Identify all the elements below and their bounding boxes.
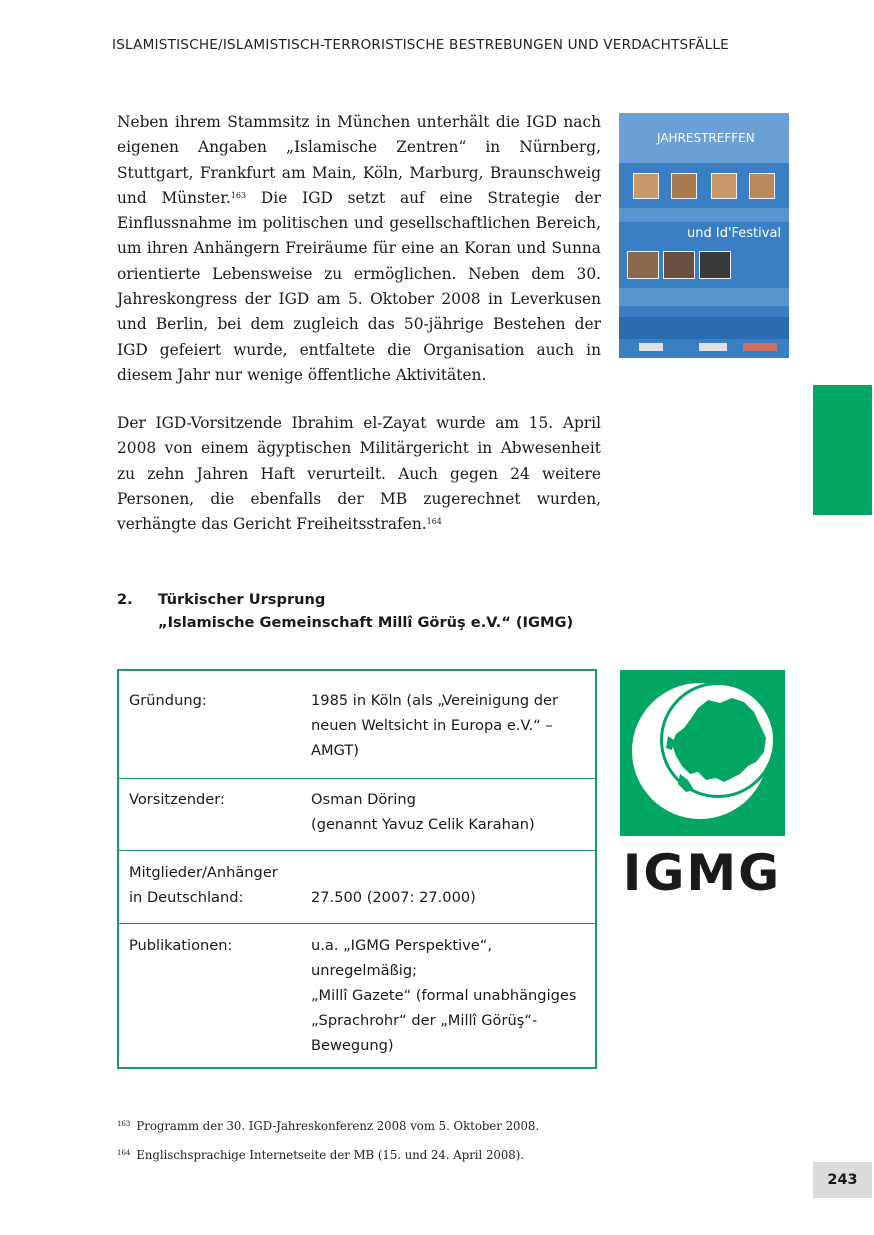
footnote-number: 164 xyxy=(117,1149,131,1157)
footnote-number: 163 xyxy=(117,1120,131,1128)
row-value xyxy=(311,670,596,779)
footnote-ref-164[interactable]: 164 xyxy=(426,517,442,527)
igmg-logo xyxy=(620,670,785,894)
poster-title: JAHRESTREFFEN xyxy=(657,131,755,145)
event-poster-image xyxy=(619,113,789,358)
footnote-164 xyxy=(117,1148,524,1162)
section-title-line1: Türkischer Ursprung xyxy=(158,591,326,608)
paragraph-igd-activities xyxy=(117,110,601,388)
organization-fact-table xyxy=(117,669,597,1069)
row-value xyxy=(311,924,596,1069)
value-line: unregelmäßig; xyxy=(311,962,418,979)
footnote-163 xyxy=(117,1119,539,1133)
label-line: in Deutschland: xyxy=(129,889,244,906)
row-label: Publikationen: xyxy=(118,924,311,1069)
table-row xyxy=(118,779,596,851)
row-label: Vorsitzender: xyxy=(118,779,311,851)
section-title-line2: „Islamische Gemeinschaft Millî Görüş e.V.“ (IGMG) xyxy=(158,614,574,631)
value-line: „Millî Gazete“ (formal unabhängiges xyxy=(311,987,577,1004)
value-line: Bewegung) xyxy=(311,1037,394,1054)
paragraph-text: Der IGD-Vorsitzende Ibrahim el-Zayat wurde am 15. April 2008 von einem ägyptischen Militärgericht in Abwesenheit zu zehn Jahren Haft verurteilt. Auch gegen 24 weitere Personen, die ebenfalls der MB zugerechnet wurden, verhängte das Gericht Freiheitsstrafen. xyxy=(117,414,601,534)
table-row xyxy=(118,851,596,924)
running-head: ISLAMISTISCHE/ISLAMISTISCH-TERRORISTISCHE BESTREBUNGEN UND VERDACHTSFÄLLE xyxy=(112,37,729,53)
poster-subtitle: und Id'Festival xyxy=(687,226,782,241)
section-number: 2. xyxy=(117,591,133,608)
footnote-text: Programm der 30. IGD-Jahreskonferenz 2008 vom 5. Oktober 2008. xyxy=(136,1119,540,1133)
row-value: 27.500 (2007: 27.000) xyxy=(311,851,596,924)
value-line: u.a. „IGMG Perspektive“, xyxy=(311,937,492,954)
footnote-text: Englischsprachige Internetseite der MB (15. und 24. April 2008). xyxy=(136,1148,524,1162)
label-line: Mitglieder/Anhänger xyxy=(129,864,278,881)
paragraph-text: Neben ihrem Stammsitz in München unterhält die IGD nach eigenen Angaben „Islamische Zentren“ in Nürnberg, Stuttgart, Frankfurt am Main, Köln, Marburg, Braunschweig und Münster. xyxy=(117,113,601,207)
page-number: 243 xyxy=(813,1162,872,1198)
value-line: Osman Döring xyxy=(311,791,416,808)
row-label xyxy=(118,851,311,924)
table-row xyxy=(118,924,596,1069)
value-line: AMGT) xyxy=(311,742,359,759)
logo-wordmark: IGMG xyxy=(622,844,782,894)
paragraph-text: Die IGD setzt auf eine Strategie der Einflussnahme im politischen und gesellschaftlichen Bereich, um ihren Anhängern Freiräume für eine an Koran und Sunna orientierte Lebensweise zu ermöglichen. Neben dem 30. Jahreskongress der IGD am 5. Oktober 2008 in Leverkusen und Berlin, bei dem zugleich das 50-jährige Bestehen der IGD gefeiert wurde, entfaltete die Organisation auch in diesem Jahr nur wenige öffentliche Aktivitäten. xyxy=(117,188,601,384)
footnote-ref-163[interactable]: 163 xyxy=(230,190,247,200)
chapter-tab-marker xyxy=(813,385,872,515)
value-line: neuen Weltsicht in Europa e.V.“ – xyxy=(311,717,553,734)
paragraph-zayat-verdict xyxy=(117,411,601,537)
row-label: Gründung: xyxy=(129,692,207,709)
value-line: 1985 in Köln (als „Vereinigung der xyxy=(311,692,559,709)
value-line: „Sprachrohr“ der „Millî Görüş“- xyxy=(311,1012,538,1029)
row-value xyxy=(311,779,596,851)
table-row xyxy=(118,670,596,779)
value-line: (genannt Yavuz Celik Karahan) xyxy=(311,816,535,833)
